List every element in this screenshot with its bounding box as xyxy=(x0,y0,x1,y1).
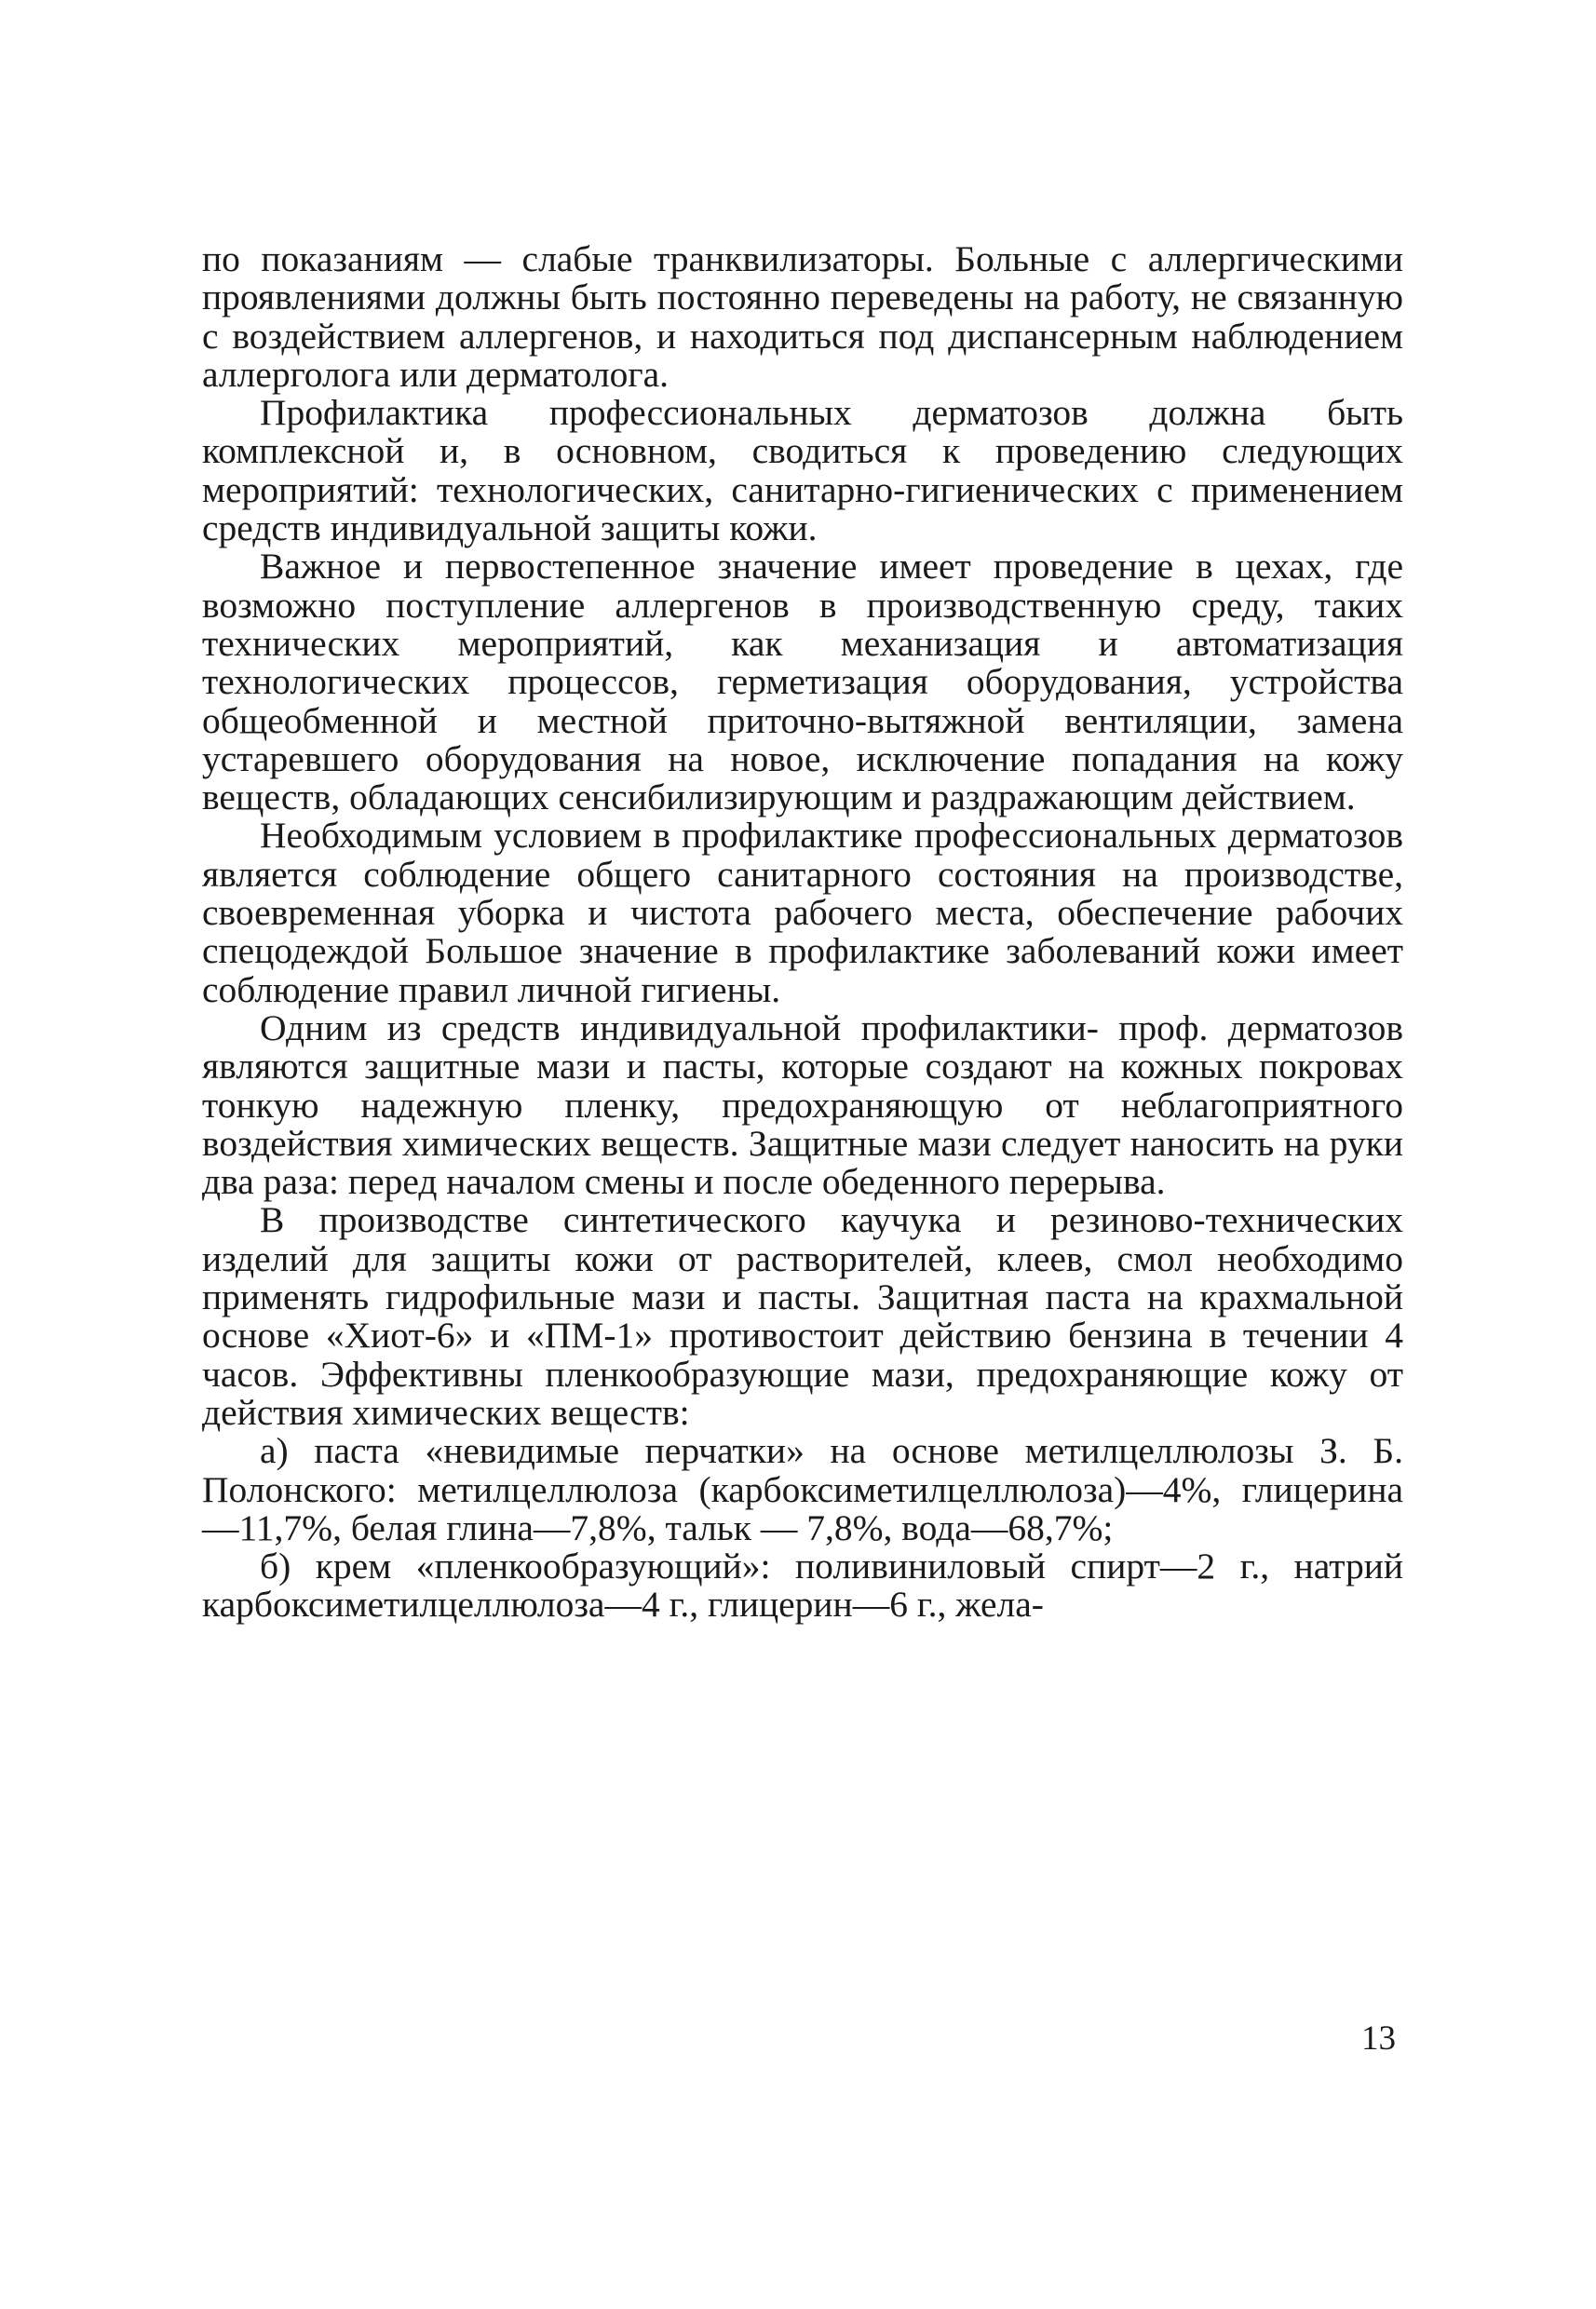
page-number: 13 xyxy=(1361,2019,1396,2058)
paragraph-8: б) крем «пленкообразующий»: поливиниловый спирт—2 г., натрий карбоксиметилцеллюлоза—4 г., глицерин—6 г., жела- xyxy=(202,1546,1403,1626)
paragraph-1: по показаниям — слабые транквилизаторы. Больные с аллергическими проявлениями должны быть постоянно переведены на работу, не связанную с воздействием аллергенов, и находиться под диспансерным наблюдением аллерголога или дерматолога. xyxy=(202,238,1403,395)
paragraph-4: Необходимым условием в профилактике профессиональных дерматозов является соблюдение общего санитарного состояния на производстве, своевременная уборка и чистота рабочего места, обеспечение рабочих спецодеждой Большое значение в профилактике заболеваний кожи имеет соблюдение правил личной гигиены. xyxy=(202,815,1403,1010)
paragraph-7: а) паста «невидимые перчатки» на основе метилцеллюлозы З. Б. Полонского: метилцеллюлоза (карбоксиметилцеллюлоза)—4%, глицерина—11,7%, белая глина—7,8%, тальк — 7,8%, вода—68,7%; xyxy=(202,1430,1403,1548)
paragraph-6: В производстве синтетического каучука и резиново-технических изделий для защиты кожи от растворителей, клеев, смол необходимо применять гидрофильные мази и пасты. Защитная паста на крахмальной основе «Хиот-6» и «ПМ-1» противостоит действию бензина в течении 4 часов. Эффективны пленкообразующие мази, предохраняющие кожу от действия химических веществ: xyxy=(202,1199,1403,1433)
body-text xyxy=(202,240,1403,1625)
paragraph-2: Профилактика профессиональных дерматозов должна быть комплексной и, в основном, сводиться к проведению следующих мероприятий: технологических, санитарно-гигиенических с применением средств индивидуальной защиты кожи. xyxy=(202,392,1403,549)
paragraph-3: Важное и первостепенное значение имеет проведение в цехах, где возможно поступление аллергенов в производственную среду, таких технических мероприятий, как механизация и автоматизация технологических процессов, герметизация оборудования, устройства общеобменной и местной приточно-вытяжной вентиляции, замена устаревшего оборудования на новое, исключение попадания на кожу веществ, обладающих сенсибилизирующим и раздражающим действием. xyxy=(202,546,1403,818)
paragraph-5: Одним из средств индивидуальной профилактики- проф. дерматозов являются защитные мази и пасты, которые создают на кожных покровах тонкую надежную пленку, предохраняющую от неблагоприятного воздействия химических веществ. Защитные мази следует наносить на руки два раза: перед началом смены и после обеденного перерыва. xyxy=(202,1006,1403,1203)
